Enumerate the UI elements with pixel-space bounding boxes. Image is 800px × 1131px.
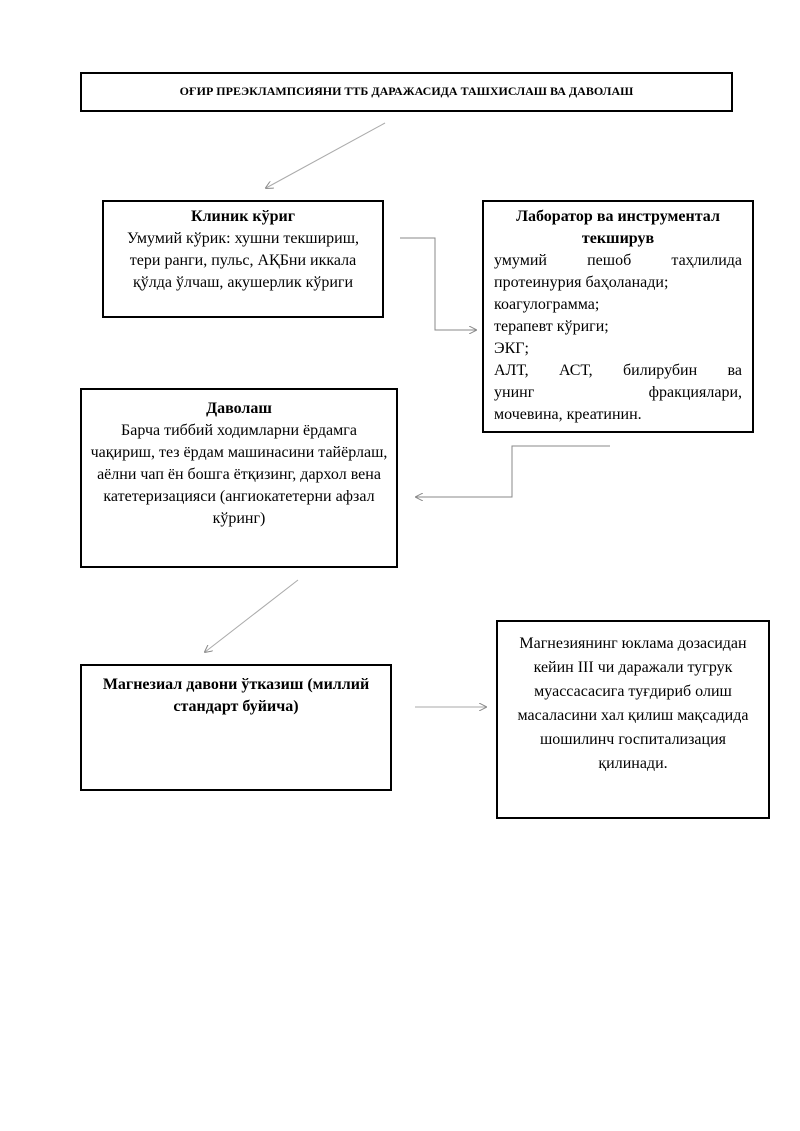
lab-tests-heading: Лаборатор ва инструментал текширув	[516, 208, 720, 247]
arrow-title-to-clinical	[266, 123, 385, 188]
arrow-treatment-to-magnesial	[205, 580, 298, 652]
magnesial-therapy-heading: Магнезиал давони ўтказиш (миллий стандарт буйича)	[102, 676, 370, 715]
lab-test-line: протеинурия баҳоланади;	[494, 274, 669, 291]
clinical-exam-box	[102, 200, 384, 318]
magnesial-therapy-box	[80, 664, 392, 791]
arrow-lab-to-treatment	[416, 446, 610, 497]
lab-test-line: ЭКГ;	[494, 340, 529, 357]
diagram-title: ОҒИР ПРЕЭКЛАМПСИЯНИ ТТБ ДАРАЖАСИДА ТАШХИСЛАШ ВА ДАВОЛАШ	[80, 72, 733, 112]
treatment-box	[80, 388, 398, 568]
lab-test-line: АЛТ, АСТ, билирубин ва	[494, 362, 742, 379]
lab-test-line: унинг фракциялари,	[494, 384, 742, 401]
clinical-exam-text: Умумий кўрик: хушни текшириш, тери ранги, пульс, АҚБни иккала қўлда ўлчаш, акушерлик кўриги	[126, 230, 360, 291]
arrow-clinical-to-lab	[400, 238, 476, 330]
lab-test-line: мочевина, креатинин.	[494, 406, 642, 423]
lab-tests-box	[482, 200, 754, 433]
lab-test-line: терапевт кўриги;	[494, 318, 609, 335]
hospitalization-text: Магнезиянинг юклама дозасидан кейин III чи даражали тугрук муассасасига туғдириб олиш масаласини хал қилиш мақсадида шошилинч госпитализация қилинади.	[517, 635, 749, 772]
hospitalization-box	[496, 620, 770, 819]
clinical-exam-heading: Клиник кўриг	[190, 208, 296, 225]
lab-test-line: коагулограмма;	[494, 296, 600, 313]
lab-test-line: умумий пешоб таҳлилида	[494, 252, 742, 269]
treatment-text: Барча тиббий ходимларни ёрдамга чақириш, тез ёрдам машинасини тайёрлаш, аёлни чап ён бошга ётқизинг, дархол вена катетеризацияси (ангиокатетерни афзал кўринг)	[90, 422, 388, 527]
treatment-heading: Даволаш	[206, 400, 272, 417]
